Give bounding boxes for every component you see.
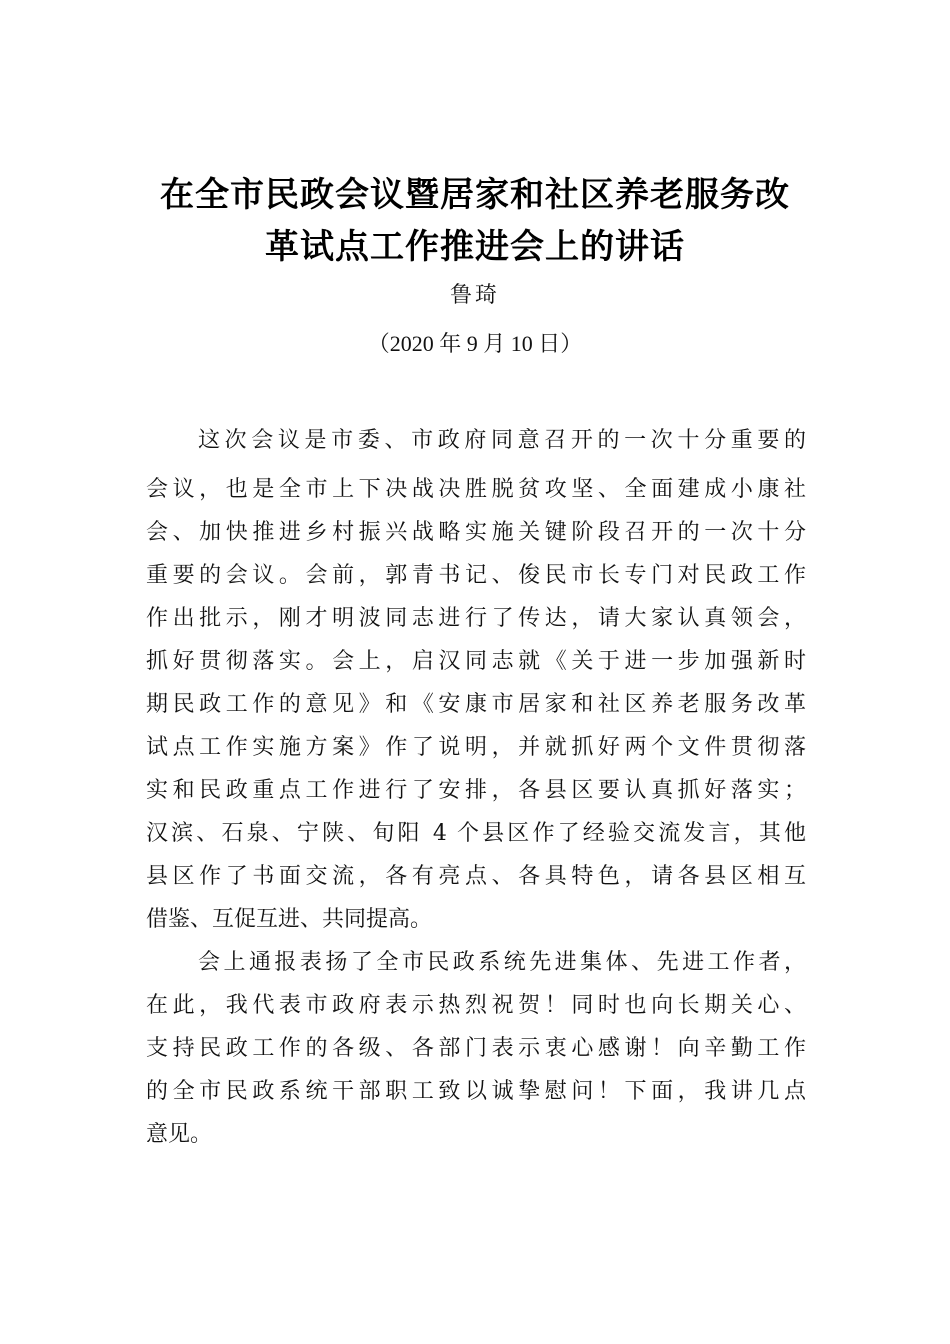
paragraph-2-line: 意见。 bbox=[146, 1122, 213, 1147]
document-title-line-2: 革试点工作推进会上的讲话 bbox=[265, 227, 685, 267]
paragraph-1-line: 实和民政重点工作进行了安排，各县区要认真抓好落实； bbox=[146, 778, 806, 803]
author-name: 鲁琦 bbox=[449, 283, 500, 308]
paragraph-2-line: 的全市民政系统干部职工致以诚挚慰问！下面，我讲几点 bbox=[146, 1079, 806, 1104]
paragraph-1-line: 抓好贯彻落实。会上，启汉同志就《关于进一步加强新时 bbox=[146, 649, 806, 674]
paragraph-1-line: 试点工作实施方案》作了说明，并就抓好两个文件贯彻落 bbox=[146, 735, 806, 760]
paragraph-2-line: 支持民政工作的各级、各部门表示衷心感谢！向辛勤工作 bbox=[146, 1036, 806, 1061]
paragraph-1-line: 这次会议是市委、市政府同意召开的一次十分重要的 bbox=[198, 428, 806, 453]
document-title-line-1: 在全市民政会议暨居家和社区养老服务改 bbox=[160, 175, 790, 215]
paragraph-1-line: 作出批示，刚才明波同志进行了传达，请大家认真领会， bbox=[146, 606, 806, 631]
paragraph-1-line: 会、加快推进乡村振兴战略实施关键阶段召开的一次十分 bbox=[146, 520, 806, 545]
paragraph-2-line: 在此，我代表市政府表示热烈祝贺！同时也向长期关心、 bbox=[146, 993, 806, 1018]
paragraph-1-line: 会议，也是全市上下决战决胜脱贫攻坚、全面建成小康社 bbox=[146, 477, 806, 502]
speech-date: （2020 年 9 月 10 日） bbox=[367, 331, 583, 356]
paragraph-1-line: 借鉴、互促互进、共同提高。 bbox=[146, 907, 433, 932]
paragraph-1-line: 重要的会议。会前，郭青书记、俊民市长专门对民政工作 bbox=[146, 563, 806, 588]
paragraph-1-line: 县区作了书面交流，各有亮点、各具特色，请各县区相互 bbox=[146, 864, 806, 889]
paragraph-2-line: 会上通报表扬了全市民政系统先进集体、先进工作者， bbox=[198, 950, 806, 975]
paragraph-1-line: 汉滨、石泉、宁陕、旬阳 4 个县区作了经验交流发言，其他 bbox=[146, 821, 806, 846]
paragraph-1-line: 期民政工作的意见》和《安康市居家和社区养老服务改革 bbox=[146, 692, 806, 717]
